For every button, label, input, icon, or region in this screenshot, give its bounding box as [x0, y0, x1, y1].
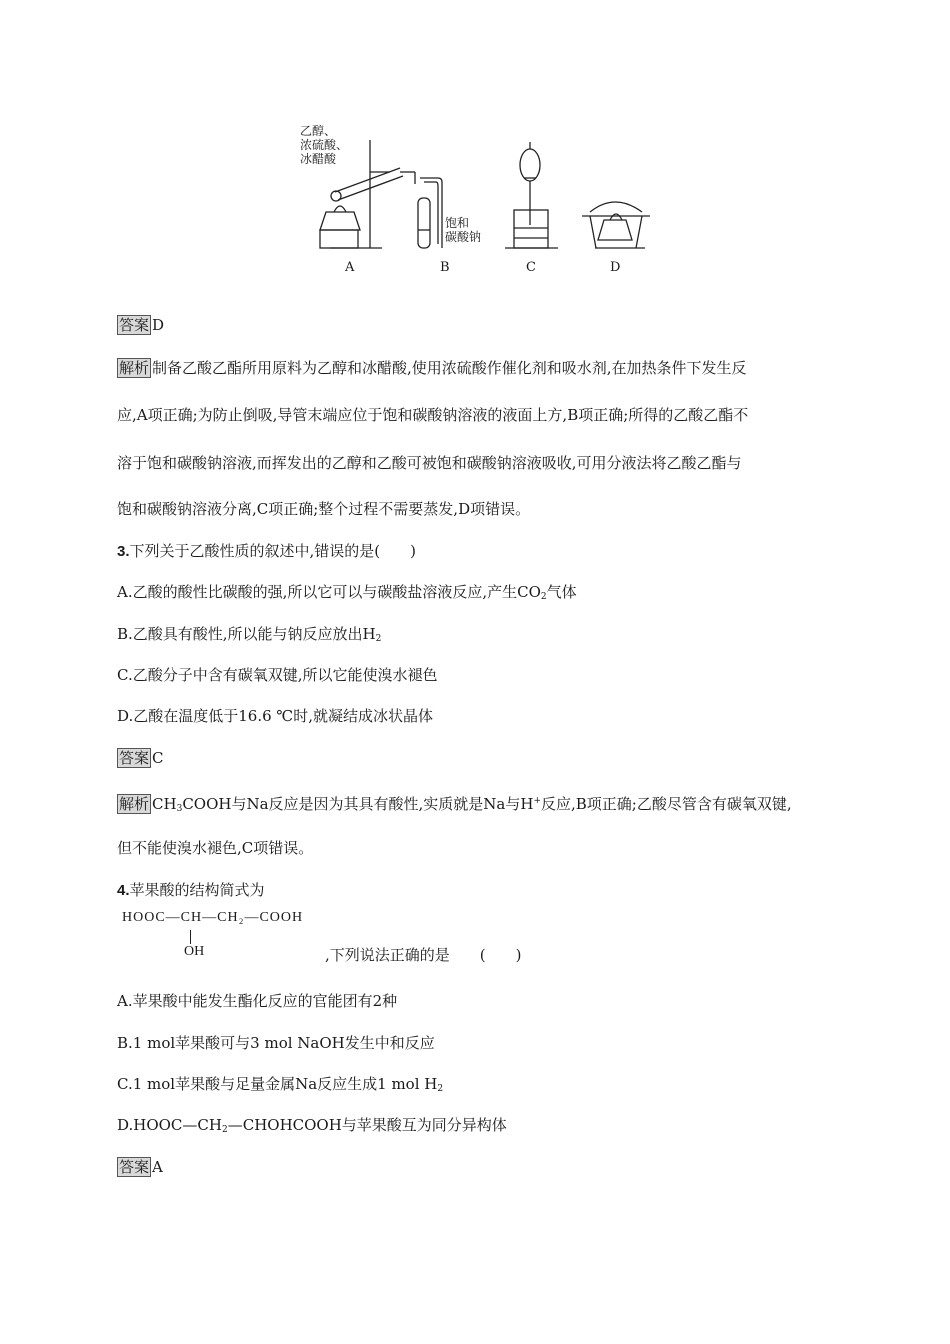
q2-answer: D — [152, 316, 165, 334]
q3-b-text: B.乙酸具有酸性,所以能与钠反应放出H — [117, 625, 376, 643]
q3-analysis-sup: + — [533, 796, 541, 806]
malic-acid-formula — [122, 910, 342, 970]
q2-analysis-line-4: 饱和碳酸钠溶液分离,C项正确;整个过程不需要蒸发,D项错误。 — [117, 500, 531, 518]
q3-answer: C — [152, 749, 164, 767]
q3-b-sub: 2 — [375, 634, 382, 644]
q3-a-post: 气体 — [546, 583, 577, 601]
q4-option-c — [117, 1073, 443, 1100]
reagent-1: 乙醇、 — [300, 124, 337, 138]
q4-stem-text: 苹果酸的结构简式为 — [129, 881, 265, 899]
formula-bond — [190, 930, 191, 944]
q3-option-d: D.乙酸在温度低于16.6 ℃时,就凝结成冰状晶体 — [117, 707, 433, 725]
q4-answer-line — [117, 1156, 163, 1178]
q3-analysis-c: 反应,B项正确;乙酸尽管含有碳氧双键, — [541, 795, 792, 813]
q4-option-d — [117, 1114, 507, 1141]
q2-analysis-line-1 — [117, 357, 747, 379]
label-b: B — [440, 260, 450, 275]
answer-tag: 答案 — [119, 316, 150, 334]
reagent-2: 浓硫酸、 — [300, 138, 349, 152]
label-b-solution — [445, 216, 481, 244]
q4-stem-tail: ,下列说法正确的是 ( ) — [325, 946, 522, 964]
q2-answer-line — [117, 314, 164, 336]
q4-c-text: C.1 mol苹果酸与足量金属Na反应生成1 mol H — [117, 1075, 438, 1093]
label-c: C — [526, 260, 536, 275]
label-a-reagents — [300, 124, 348, 166]
q3-answer-line — [117, 747, 164, 769]
q3-analysis-b: COOH与Na反应是因为其具有酸性,实质就是Na与H — [182, 795, 534, 813]
q3-analysis-line-2: 但不能使溴水褪色,C项错误。 — [117, 839, 314, 857]
q3-a-sub: 2 — [540, 592, 547, 602]
answer-tag: 答案 — [119, 749, 150, 767]
q4-number: 4. — [117, 882, 130, 899]
q2-analysis-line-3: 溶于饱和碳酸钠溶液,而挥发出的乙醇和乙酸可被饱和碳酸钠溶液吸收,可用分液法将乙酸乙酯与 — [117, 454, 742, 472]
q3-analysis-line-1 — [117, 790, 792, 820]
formula-main: HOOC—CH—CH₂—COOH — [122, 910, 304, 925]
formula-oh: OH — [184, 944, 205, 959]
b-label-1: 饱和 — [445, 216, 470, 230]
reagent-3: 冰醋酸 — [300, 152, 337, 166]
q4-option-a: A.苹果酸中能发生酯化反应的官能团有2种 — [117, 992, 398, 1010]
label-d: D — [610, 260, 621, 275]
q4-d-sub: 2 — [221, 1125, 228, 1135]
q4-stem — [117, 879, 265, 902]
q3-stem-text: 下列关于乙酸性质的叙述中,错误的是( ) — [129, 542, 416, 560]
q3-analysis-a: CH — [152, 795, 177, 813]
q4-d-post: —CHOHCOOH与苹果酸互为同分异构体 — [227, 1116, 507, 1134]
q4-c-sub: 2 — [437, 1084, 444, 1094]
q3-analysis-sub: 3 — [176, 804, 183, 814]
q4-option-b: B.1 mol苹果酸可与3 mol NaOH发生中和反应 — [117, 1034, 435, 1052]
answer-tag: 答案 — [119, 1158, 150, 1176]
apparatus-figure — [290, 120, 670, 290]
q3-option-a — [117, 581, 577, 608]
q3-a-text: A.乙酸的酸性比碳酸的强,所以它可以与碳酸盐溶液反应,产生CO — [117, 583, 541, 601]
q3-stem — [117, 540, 416, 563]
q4-d-pre: D.HOOC—CH — [117, 1116, 222, 1134]
q2-analysis-line-2: 应,A项正确;为防止倒吸,导管末端应位于饱和碳酸钠溶液的液面上方,B项正确;所得的乙酸乙酯不 — [117, 406, 749, 424]
b-label-2: 碳酸钠 — [445, 230, 482, 244]
q3-option-b — [117, 623, 381, 650]
q3-number: 3. — [117, 543, 130, 560]
q4-answer: A — [152, 1158, 163, 1176]
analysis-tag: 解析 — [119, 359, 150, 377]
label-a: A — [345, 260, 355, 275]
q3-option-c: C.乙酸分子中含有碳氧双键,所以它能使溴水褪色 — [117, 666, 438, 684]
analysis-tag: 解析 — [119, 795, 150, 813]
q2-analysis-text: 制备乙酸乙酯所用原料为乙醇和冰醋酸,使用浓硫酸作催化剂和吸水剂,在加热条件下发生反 — [152, 359, 747, 377]
